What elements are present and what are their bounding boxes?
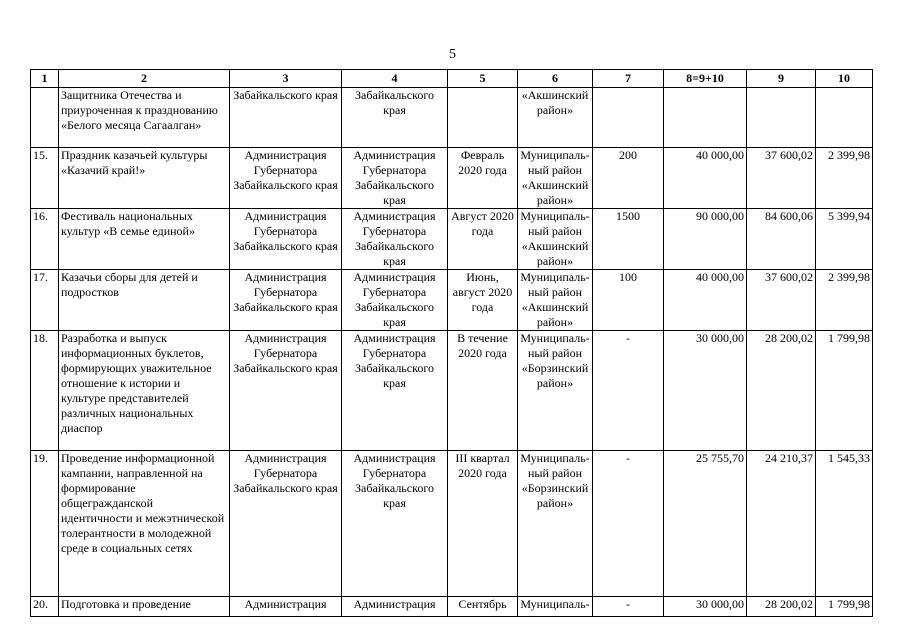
total-amount: 90 000,00 — [664, 209, 747, 270]
local-budget: 1 799,98 — [816, 331, 873, 451]
regional-budget: 37 600,02 — [747, 148, 816, 209]
table-row — [31, 88, 873, 148]
table-row — [31, 270, 873, 331]
responsible-executor: Забайкальского края — [230, 88, 342, 148]
total-amount: 30 000,00 — [664, 331, 747, 451]
event-name: Казачьи сборы для детей и подростков — [59, 270, 230, 331]
period — [448, 88, 518, 148]
local-budget: 2 399,98 — [816, 148, 873, 209]
header-col-5: 5 — [448, 70, 518, 88]
regional-budget: 24 210,37 — [747, 451, 816, 597]
participants: - — [593, 331, 664, 451]
regional-budget: 37 600,02 — [747, 270, 816, 331]
header-col-10: 10 — [816, 70, 873, 88]
header-col-3: 3 — [230, 70, 342, 88]
event-name: Подготовка и проведение — [59, 597, 230, 617]
header-col-1: 1 — [31, 70, 59, 88]
total-amount: 30 000,00 — [664, 597, 747, 617]
row-number: 19. — [31, 451, 59, 597]
participants: 100 — [593, 270, 664, 331]
local-budget: 2 399,98 — [816, 270, 873, 331]
table-row — [31, 451, 873, 597]
place: Муниципаль-ный район «Акшинский район» — [518, 148, 593, 209]
regional-budget: 28 200,02 — [747, 597, 816, 617]
row-number: 15. — [31, 148, 59, 209]
row-number: 18. — [31, 331, 59, 451]
responsible-executor: Администрация Губернатора Забайкальского края — [230, 451, 342, 597]
table-row — [31, 331, 873, 451]
row-number: 16. — [31, 209, 59, 270]
header-row — [31, 70, 873, 88]
table-row — [31, 148, 873, 209]
organizer: Администрация Губернатора Забайкальского края — [342, 148, 448, 209]
event-name: Разработка и выпуск информационных буклетов, формирующих уважительное отношение к истории и культуре представителей различных национальных диаспор — [59, 331, 230, 451]
responsible-executor: Администрация Губернатора Забайкальского края — [230, 148, 342, 209]
local-budget — [816, 88, 873, 148]
period: Июнь, август 2020 года — [448, 270, 518, 331]
place: Муниципаль-ный район «Акшинский район» — [518, 209, 593, 270]
event-name: Праздник казачьей культуры «Казачий край!» — [59, 148, 230, 209]
responsible-executor: Администрация Губернатора Забайкальского края — [230, 270, 342, 331]
event-name: Проведение информационной кампании, направленной на формирование общегражданской идентичности и межэтнической толерантности в молодежной среде в социальных сетях — [59, 451, 230, 597]
regional-budget: 28 200,02 — [747, 331, 816, 451]
participants: - — [593, 597, 664, 617]
header-col-6: 6 — [518, 70, 593, 88]
organizer: Забайкальского края — [342, 88, 448, 148]
page-number: 5 — [449, 47, 456, 62]
header-col-4: 4 — [342, 70, 448, 88]
total-amount — [664, 88, 747, 148]
table-row — [31, 597, 873, 617]
row-number: 17. — [31, 270, 59, 331]
place: Муниципаль-ный район «Борзинский район» — [518, 451, 593, 597]
events-table — [30, 69, 873, 617]
row-number: 20. — [31, 597, 59, 617]
header-col-2: 2 — [59, 70, 230, 88]
organizer: Администрация Губернатора Забайкальского края — [342, 209, 448, 270]
responsible-executor: Администрация Губернатора Забайкальского края — [230, 331, 342, 451]
total-amount: 40 000,00 — [664, 148, 747, 209]
responsible-executor: Администрация — [230, 597, 342, 617]
period: Февраль 2020 года — [448, 148, 518, 209]
place: Муниципаль-ный район «Борзинский район» — [518, 331, 593, 451]
participants: 1500 — [593, 209, 664, 270]
local-budget: 1 799,98 — [816, 597, 873, 617]
place: «Акшинский район» — [518, 88, 593, 148]
total-amount: 40 000,00 — [664, 270, 747, 331]
local-budget: 1 545,33 — [816, 451, 873, 597]
period: III квартал 2020 года — [448, 451, 518, 597]
period: В течение 2020 года — [448, 331, 518, 451]
organizer: Администрация — [342, 597, 448, 617]
local-budget: 5 399,94 — [816, 209, 873, 270]
table-row — [31, 209, 873, 270]
header-col-7: 7 — [593, 70, 664, 88]
header-col-9: 9 — [747, 70, 816, 88]
organizer: Администрация Губернатора Забайкальского края — [342, 451, 448, 597]
period: Август 2020 года — [448, 209, 518, 270]
period: Сентябрь — [448, 597, 518, 617]
event-name: Фестиваль национальных культур «В семье единой» — [59, 209, 230, 270]
place: Муниципаль-ный район «Акшинский район» — [518, 270, 593, 331]
organizer: Администрация Губернатора Забайкальского края — [342, 270, 448, 331]
organizer: Администрация Губернатора Забайкальского края — [342, 331, 448, 451]
header-col-8: 8=9+10 — [664, 70, 747, 88]
row-number — [31, 88, 59, 148]
responsible-executor: Администрация Губернатора Забайкальского края — [230, 209, 342, 270]
participants — [593, 88, 664, 148]
place: Муниципаль- — [518, 597, 593, 617]
total-amount: 25 755,70 — [664, 451, 747, 597]
regional-budget — [747, 88, 816, 148]
participants: 200 — [593, 148, 664, 209]
regional-budget: 84 600,06 — [747, 209, 816, 270]
participants: - — [593, 451, 664, 597]
event-name: Защитника Отечества и приуроченная к празднованию «Белого месяца Сагаалган» — [59, 88, 230, 148]
